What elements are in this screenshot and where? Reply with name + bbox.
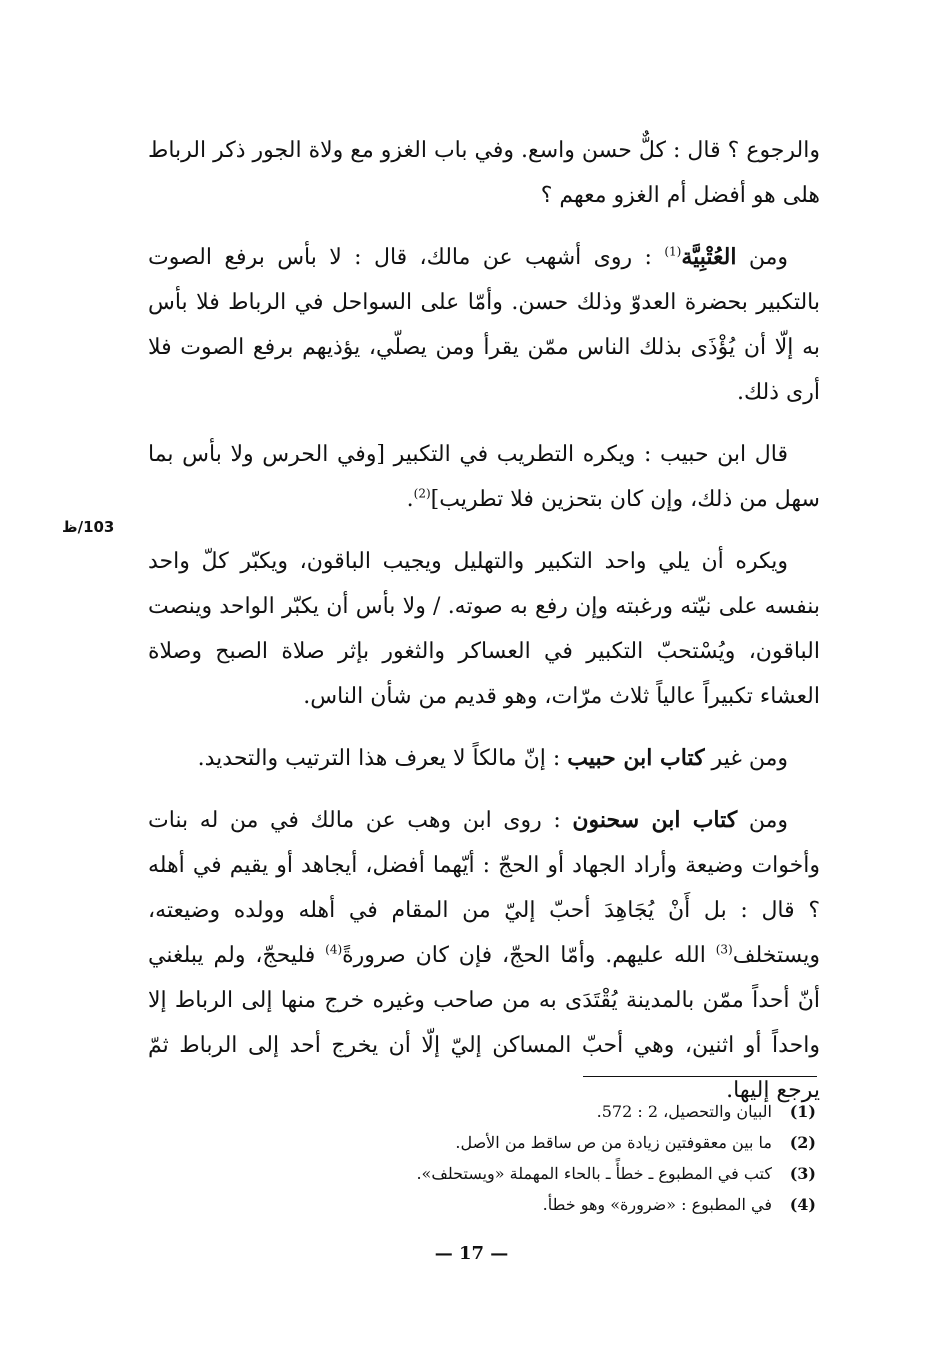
footnote-text: في المطبوع : «ضرورة» وهو خطأ. — [542, 1195, 772, 1214]
paragraph-5-text: : إنّ مالكاً لا يعرف هذا الترتيب والتحديد. — [197, 746, 568, 771]
footnote-item — [300, 1127, 816, 1158]
footnote-divider — [583, 1076, 817, 1077]
paragraph-3 — [148, 432, 820, 522]
paragraph-6-text-c: فليحجّ، ولم يبلغني أنّ أحداً ممّن بالمدينة يُقْتَدَى به من صاحب وغيره خرج منها إلى الرباط إلا واحداً أو اثنين، وهي أحبّ المساكن إليّ إلّا أن يخرج أحد إلى الرباط ثمّ يرجع إليها. — [148, 943, 820, 1103]
footnote-text: كتب في المطبوع ـ خطأً ـ بالحاء المهملة «ويستحلف». — [416, 1164, 772, 1183]
footnote-number: (4) — [789, 1195, 816, 1214]
source-title-ibn-sahnun: كتاب ابن سحنون — [572, 807, 738, 833]
footnotes — [300, 1096, 816, 1220]
paragraph-4 — [148, 539, 820, 719]
paragraph-6-lead: ومن — [737, 808, 788, 833]
footnote-item — [300, 1158, 816, 1189]
footnote-number: (2) — [789, 1133, 816, 1152]
footnote-number: (3) — [789, 1164, 816, 1183]
paragraph-2 — [148, 235, 820, 415]
paragraph-3-text: قال ابن حبيب : ويكره التطريب في التكبير [وفي الحرس ولا بأس بما سهل من ذلك، وإن كان بتحزين فلا تطريب] — [148, 442, 820, 512]
footnote-item — [300, 1189, 816, 1220]
paragraph-6-text-a: : روى ابن وهب عن مالك في من له بنات وأخوات وضيعة وأراد الجهاد أو الحجّ : أيّهما أفضل، أيجاهد أو يقيم في أهله ؟ قال : بل أَنْ يُجَاهِدَ أحبّ إليّ من المقام في أهله وولده وضيعته، ويستخلف — [148, 808, 821, 968]
margin-folio-note: 103/ظ — [62, 518, 115, 536]
footnote-number: (1) — [789, 1102, 816, 1121]
footnote-ref-4: (4) — [325, 942, 343, 957]
paragraph-2-text: : روى أشهب عن مالك، قال : لا بأس برفع الصوت بالتكبير بحضرة العدوّ وذلك حسن. وأمّا على السواحل في الرباط فلا بأس به إلّا أن يُؤْذَى بذلك الناس ممّن يقرأ ومن يصلّي، يؤذيهم برفع الصوت فلا أرى ذلك. — [148, 245, 820, 405]
footnote-text: البيان والتحصيل، 2 : 572. — [596, 1102, 772, 1121]
source-title-ibn-habib: كتاب ابن حبيب — [567, 745, 705, 771]
paragraph-5-lead: ومن غير — [704, 746, 788, 771]
source-title-utbiyya: العُتْبِيَّة — [681, 244, 737, 270]
page-number: — 17 — — [434, 1243, 509, 1264]
footnote-text: ما بين معقوفتين زيادة من ص ساقط من الأصل. — [455, 1133, 772, 1152]
paragraph-6-text-b: الله عليهم. وأمّا الحجّ، فإن كان صرورةً — [342, 943, 716, 968]
paragraph-5 — [148, 736, 820, 781]
paragraph-1 — [148, 128, 820, 218]
paragraph-4-text: ويكره أن يلي واحد التكبير والتهليل ويجيب الباقون، ويكبّر كلّ واحد بنفسه على نيّته ورغبته وإن رفع به صوته. / ولا بأس أن يكبّر الواحد وينصت الباقون، ويُسْتحبّ التكبير في العساكر والثغور بإثر صلاة الصبح وصلاة العشاء تكبيراً عالياً ثلاث مرّات، وهو قديم من شأن الناس. — [148, 549, 820, 709]
paragraph-2-lead: ومن — [736, 245, 788, 270]
footnote-ref-3: (3) — [715, 942, 733, 957]
footnote-ref-2: (2) — [413, 486, 431, 501]
main-text — [148, 128, 820, 1130]
paragraph-1-text: والرجوع ؟ قال : كلٌّ حسن واسع. وفي باب الغزو مع ولاة الجور ذكر الرباط هلى هو أفضل أم الغزو معهم ؟ — [148, 138, 820, 208]
footnote-item — [300, 1096, 816, 1127]
paragraph-3-end: . — [406, 487, 414, 512]
footnote-ref-1: (1) — [664, 244, 682, 259]
paragraph-6 — [148, 798, 820, 1113]
